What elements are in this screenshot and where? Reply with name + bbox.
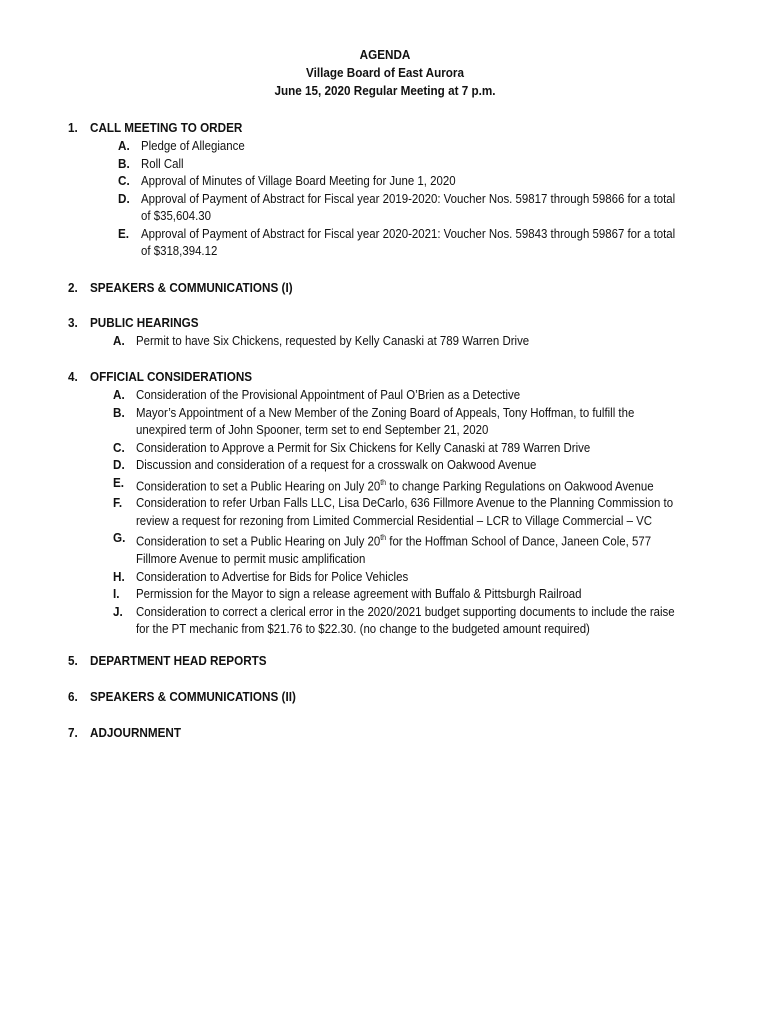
item-text: Consideration to Advertise for Bids for Police Vehicles — [136, 568, 409, 584]
section-title: SPEAKERS & COMMUNICATIONS (II) — [90, 689, 296, 704]
list-item — [68, 568, 728, 586]
item-text-line: for the PT mechanic from $21.76 to $22.30. (no change to the budgeted amount required) — [136, 621, 590, 637]
item-letter: D. — [113, 457, 125, 472]
item-letter: B. — [113, 404, 125, 420]
item-letter: E. — [113, 474, 125, 490]
section-number: 2. — [68, 280, 78, 295]
item-text-line: of $35,604.30 — [141, 208, 211, 223]
item-letter: C. — [118, 173, 130, 188]
item-letter: G. — [113, 530, 126, 546]
item-text: Consideration of the Provisional Appointment of Paul O’Brien as a Detective — [136, 387, 521, 402]
section-number: 6. — [68, 689, 78, 704]
section-number: 7. — [68, 725, 78, 740]
item-text-line: Consideration to set a Public Hearing on July 20th for the Hoffman School of Dance, Janeen Cole, 577 — [136, 533, 652, 549]
agenda-header — [0, 46, 770, 100]
ordinal-suffix: th — [380, 477, 387, 487]
item-letter: A. — [118, 138, 130, 153]
section-title: SPEAKERS & COMMUNICATIONS (I) — [90, 280, 293, 295]
list-item — [68, 529, 728, 567]
section-title: PUBLIC HEARINGS — [90, 315, 199, 330]
item-text: Pledge of Allegiance — [141, 138, 245, 153]
item-letter: E. — [118, 225, 130, 241]
section-adjournment — [68, 724, 728, 742]
section-number: 4. — [68, 369, 78, 384]
item-text-line: Consideration to refer Urban Falls LLC, Lisa DeCarlo, 636 Fillmore Avenue to the Planning Commission to — [136, 495, 674, 511]
list-item — [68, 404, 728, 439]
section-heading — [68, 688, 728, 706]
item-text: Permission for the Mayor to sign a release agreement with Buffalo & Pittsburgh Railroad — [136, 586, 582, 602]
section-title: CALL MEETING TO ORDER — [90, 120, 243, 135]
list-item — [68, 585, 728, 603]
list-item — [68, 474, 728, 495]
item-text: Consideration to Approve a Permit for Six Chickens for Kelly Canaski at 789 Warren Drive — [136, 439, 591, 455]
item-text-line: Approval of Payment of Abstract for Fiscal year 2020-2021: Voucher Nos. 59843 through 59867 for a total — [141, 225, 676, 241]
section-heading — [68, 279, 728, 297]
list-item — [68, 172, 728, 190]
section-title: DEPARTMENT HEAD REPORTS — [90, 653, 267, 668]
section-number: 3. — [68, 315, 78, 330]
ordinal-suffix: th — [380, 533, 387, 543]
section-public-hearings — [68, 314, 728, 350]
item-letter: J. — [113, 603, 123, 619]
item-text-line: unexpired term of John Spooner, term set to end September 21, 2020 — [136, 422, 489, 437]
item-letter: I. — [113, 586, 120, 602]
item-letter: F. — [113, 495, 123, 511]
item-letter: B. — [118, 155, 130, 171]
item-letter: A. — [113, 387, 125, 402]
item-text-line: Consideration to correct a clerical error in the 2020/2021 budget supporting documents to include the raise — [136, 603, 675, 619]
item-letter: C. — [113, 439, 125, 455]
section-heading — [68, 652, 728, 670]
item-text: Roll Call — [141, 155, 184, 171]
board-name: Village Board of East Aurora — [305, 65, 464, 80]
list-item — [68, 137, 728, 155]
list-item — [68, 494, 728, 529]
section-title: ADJOURNMENT — [90, 725, 182, 740]
section-heading — [68, 314, 728, 332]
list-item — [68, 225, 728, 260]
agenda-title: AGENDA — [359, 47, 411, 62]
item-letter: A. — [113, 333, 125, 348]
item-text: Discussion and consideration of a request for a crosswalk on Oakwood Avenue — [136, 457, 537, 472]
meeting-date: June 15, 2020 Regular Meeting at 7 p.m. — [274, 83, 496, 98]
section-speakers-communications-2 — [68, 688, 728, 706]
item-text-line: Fillmore Avenue to permit music amplification — [136, 551, 366, 567]
item-text-line: of $318,394.12 — [141, 243, 218, 258]
item-text-line: review a request for rezoning from Limited Commercial Residential – LCR to Village Commercial – VC — [136, 512, 653, 528]
section-department-head-reports — [68, 652, 728, 670]
item-letter: H. — [113, 568, 125, 584]
item-text: Approval of Minutes of Village Board Meeting for June 1, 2020 — [141, 173, 456, 188]
list-item — [68, 456, 728, 474]
list-item — [68, 439, 728, 457]
section-heading — [68, 368, 728, 386]
list-item — [68, 190, 728, 225]
item-text-line: Approval of Payment of Abstract for Fiscal year 2019-2020: Voucher Nos. 59817 through 59866 for a total — [141, 190, 676, 206]
item-letter: D. — [118, 190, 130, 206]
section-heading — [68, 119, 728, 137]
list-item — [68, 332, 728, 350]
section-official-considerations — [68, 368, 728, 638]
section-number: 1. — [68, 120, 78, 135]
list-item — [68, 155, 728, 173]
section-title: OFFICIAL CONSIDERATIONS — [90, 369, 253, 384]
item-text-line: Mayor’s Appointment of a New Member of the Zoning Board of Appeals, Tony Hoffman, to fulfill the — [136, 404, 635, 420]
section-call-meeting-to-order — [68, 119, 728, 260]
list-item — [68, 386, 728, 404]
item-text: Permit to have Six Chickens, requested by Kelly Canaski at 789 Warren Drive — [136, 333, 530, 348]
section-speakers-communications-1 — [68, 279, 728, 297]
list-item — [68, 603, 728, 638]
item-text: Consideration to set a Public Hearing on July 20th to change Parking Regulations on Oakwood Avenue — [136, 477, 654, 493]
section-heading — [68, 724, 728, 742]
section-number: 5. — [68, 653, 78, 668]
